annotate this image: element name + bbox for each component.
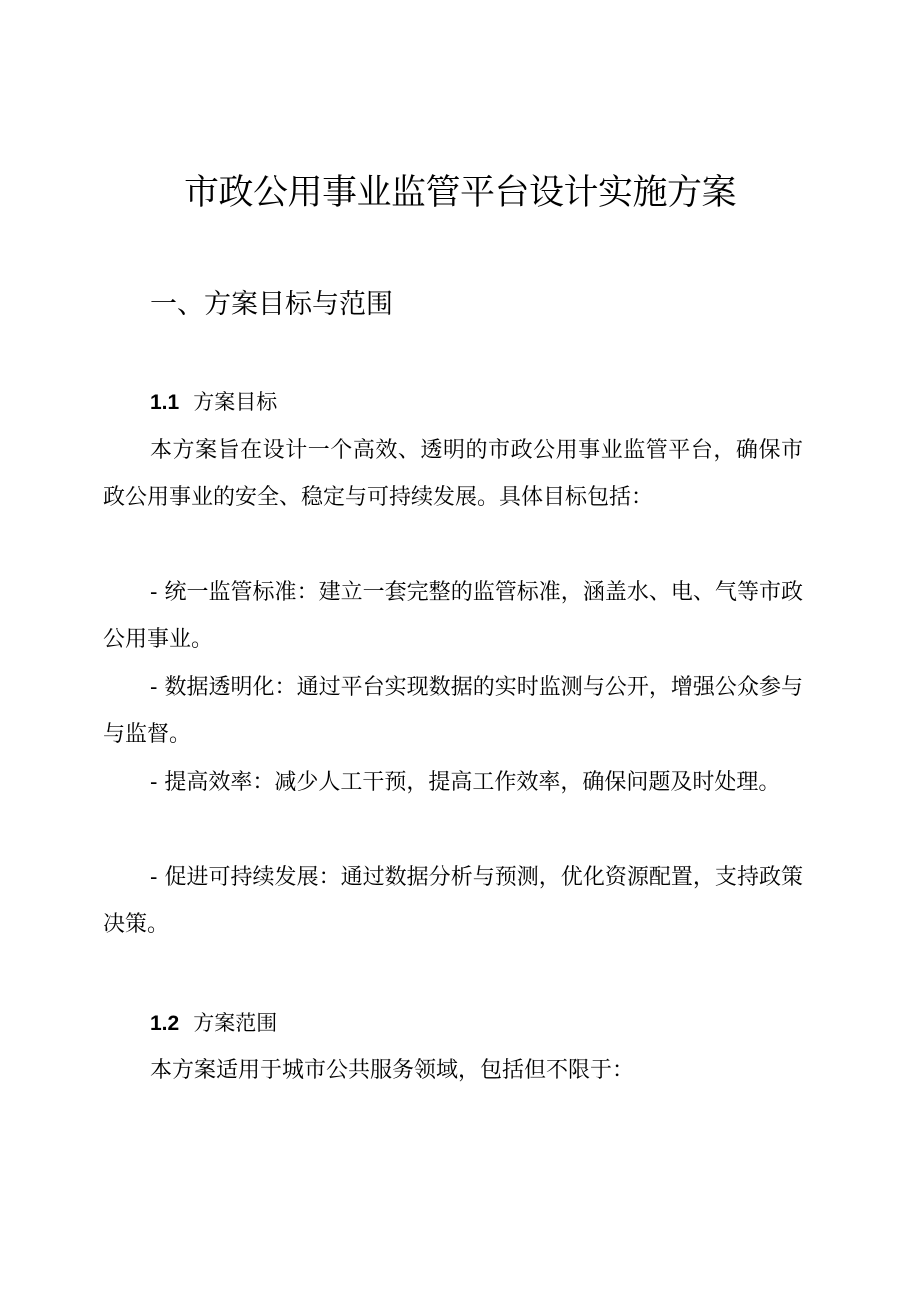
- list-item: - 统一监管标准：建立一套完整的监管标准，涵盖水、电、气等市政公用事业。: [103, 580, 803, 652]
- subsection-heading-1-2: [150, 1007, 277, 1040]
- list-item: - 数据透明化：通过平台实现数据的实时监测与公开，增强公众参与与监督。: [103, 675, 803, 747]
- subsection-number: 1.2: [150, 1012, 180, 1035]
- section-heading: 一、方案目标与范围: [150, 289, 393, 320]
- subsection-title: 方案范围: [193, 1011, 278, 1035]
- paragraph-intro: 本方案旨在设计一个高效、透明的市政公用事业监管平台，确保市政公用事业的安全、稳定与可持续发展。具体目标包括：: [103, 438, 803, 510]
- document-title: 市政公用事业监管平台设计实施方案: [183, 173, 736, 213]
- subsection-title: 方案目标: [193, 390, 278, 414]
- subsection-number: 1.1: [150, 391, 180, 414]
- list-item: - 提高效率：减少人工干预，提高工作效率，确保问题及时处理。: [150, 770, 781, 795]
- subsection-heading-1-1: [150, 386, 277, 419]
- paragraph-scope: 本方案适用于城市公共服务领域，包括但不限于：: [150, 1058, 635, 1083]
- list-item: - 促进可持续发展：通过数据分析与预测，优化资源配置，支持政策决策。: [103, 865, 803, 937]
